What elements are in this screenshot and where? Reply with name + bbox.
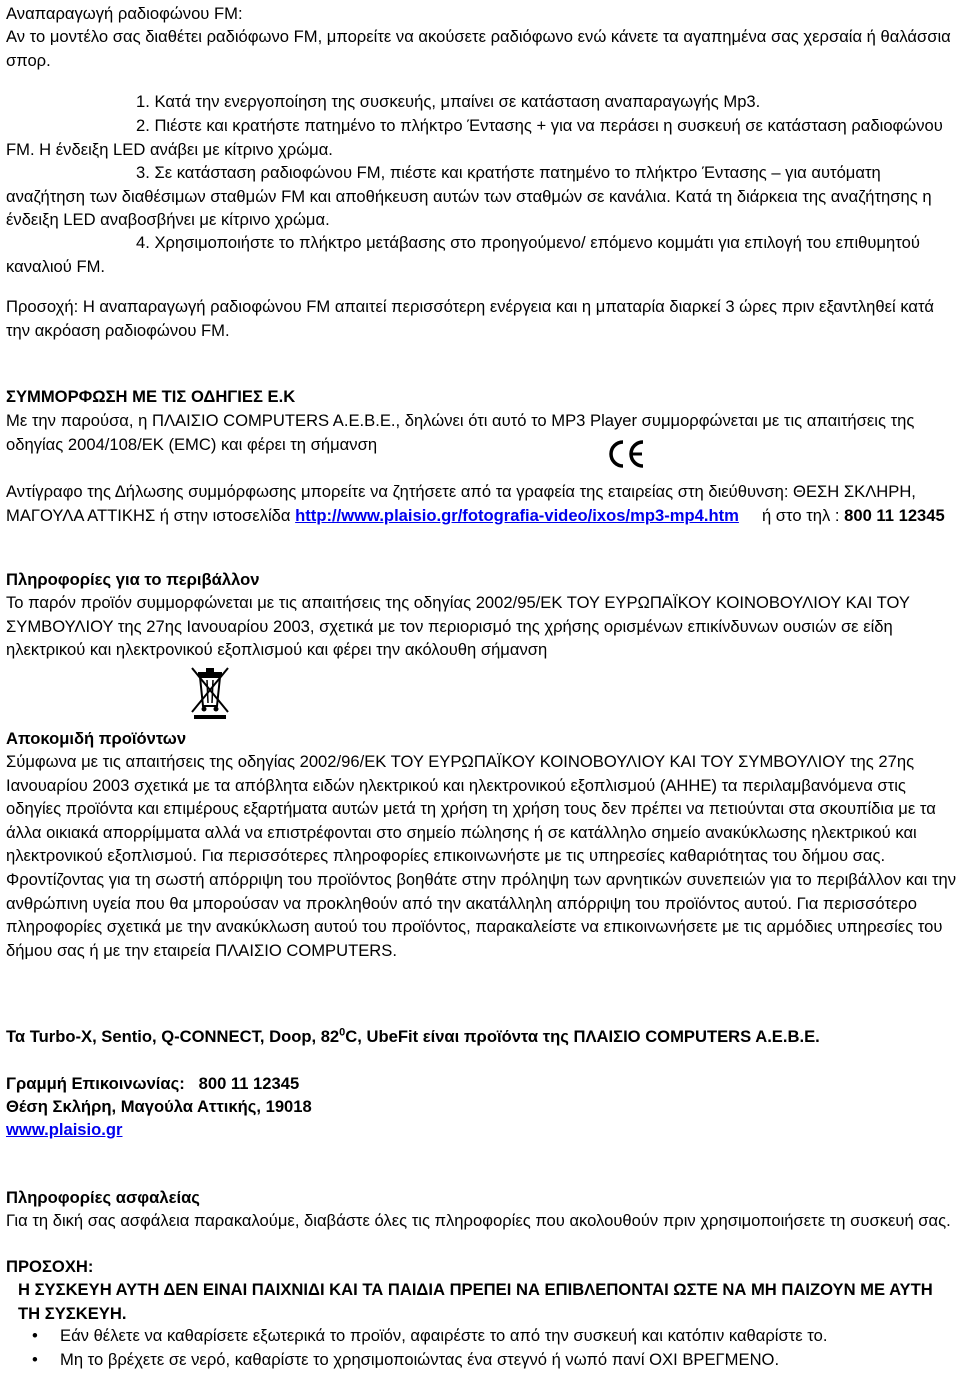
compliance-copy	[6, 480, 956, 527]
disposal-heading: Αποκομιδή προϊόντων	[6, 729, 187, 748]
fm-step-3: 3. Σε κατάσταση ραδιοφώνου FM, πιέστε και κρατήστε πατημένο το πλήκτρο Έντασης – για αυτόματη αναζήτηση των διαθέσιμων σταθμών FM και αποθήκευση αυτών των σταθμών σε κανάλια. Κατά τη διάρκεια της αναζήτησης η ένδειξη LED αναβοσβήνει με κίτρινο χρώμα.	[6, 163, 932, 230]
hotline-label: Γραμμή Επικοινωνίας:	[6, 1074, 185, 1093]
environment-text: Το παρόν προϊόν συμμορφώνεται με τις απαιτήσεις της οδηγίας 2002/95/ΕΚ ΤΟΥ ΕΥΡΩΠΑΪΚΟΥ ΚΟΙΝΟΒΟΥΛΙΟΥ ΚΑΙ ΤΟΥ ΣΥΜΒΟΥΛΙΟΥ της 27ης Ιανουαρίου 2003, σχετικά με τον περιορισμό της χρήσης ορισμένων επικίνδυνων ουσιών σε είδη ηλεκτρικού και ηλεκτρονικού εξοπλισμού και φέρει την ακόλουθη σήμανση	[6, 593, 910, 660]
website-line	[6, 1118, 956, 1142]
safety-attention: ΠΡΟΣΟΧΗ:	[6, 1257, 94, 1276]
degree-superscript: 0	[339, 1026, 346, 1039]
safety-bullet-list	[6, 1324, 956, 1371]
hotline	[6, 1072, 956, 1096]
bullet-icon: •	[32, 1349, 38, 1369]
phone-prefix: ή στο τηλ :	[761, 505, 840, 525]
fm-heading: Αναπαραγωγή ραδιοφώνου FM:	[6, 4, 243, 23]
crossed-out-wheelie-bin-icon	[184, 662, 236, 720]
bullet-text: Μη το βρέχετε σε νερό, καθαρίστε το χρησιμοποιώντας ένα στεγνό ή νωπό πανί ΟΧΙ ΒΡΕΓΜΕΝΟ.	[60, 1349, 780, 1369]
list-item	[6, 1324, 956, 1348]
hotline-number: 800 11 12345	[198, 1074, 300, 1093]
environment-heading: Πληροφορίες για το περιβάλλον	[6, 570, 260, 589]
fm-step-4: 4. Χρησιμοποιήστε το πλήκτρο μετάβασης στο προηγούμενο/ επόμενο κομμάτι για επιλογή του επιθυμητού καναλιού FM.	[6, 233, 920, 276]
safety-warning: Η ΣΥΣΚΕΥΗ ΑΥΤΗ ΔΕΝ ΕΙΝΑΙ ΠΑΙΧΝΙΔΙ ΚΑΙ ΤΑ ΠΑΙΔΙΑ ΠΡΕΠΕΙ ΝΑ ΕΠΙΒΛΕΠΟΝΤΑΙ ΩΣΤΕ ΝΑ ΜΗ ΠΑΙΖΟΥΝ ΜΕ ΑΥΤΗ ΤΗ ΣΥΣΚΕΥΗ.	[18, 1280, 933, 1323]
compliance-text: Με την παρούσα, η ΠΛΑΙΣΙΟ COMPUTERS A.E.B.E., δηλώνει ότι αυτό το MP3 Player συμμορφώνεται με τις απαιτήσεις της οδηγίας 2004/108/ΕΚ (EMC) και φέρει τη σήμανση	[6, 411, 915, 454]
brands-line	[6, 1025, 956, 1049]
fm-caution: Προσοχή: Η αναπαραγωγή ραδιοφώνου FM απαιτεί περισσότερη ενέργεια και η μπαταρία διαρκεί 3 ώρες πριν εξαντληθεί κατά την ακρόαση ραδιοφώνου FM.	[6, 297, 934, 340]
bullet-icon: •	[32, 1326, 38, 1345]
svg-text:CE: CE	[606, 436, 608, 437]
list-item	[6, 1348, 956, 1372]
fm-step-1: 1. Κατά την ενεργοποίηση της συσκευής, μπαίνει σε κατάσταση αναπαραγωγής Mp3.	[136, 92, 761, 111]
bullet-text: Εάν θέλετε να καθαρίσετε εξωτερικά το προϊόν, αφαιρέστε το από την συσκευή και κατόπιν καθαρίστε το.	[60, 1326, 828, 1345]
brands-line-a: Τα Turbo-X, Sentio, Q-CONNECT, Doop, 82	[6, 1027, 340, 1046]
compliance-phone: 800 11 12345	[844, 505, 945, 525]
safety-heading: Πληροφορίες ασφαλείας	[6, 1188, 200, 1207]
safety-intro: Για τη δική σας ασφάλεια παρακαλούμε, διαβάστε όλες τις πληροφορίες που ακολουθούν πριν χρησιμοποιήσετε τη συσκευή σας.	[6, 1211, 951, 1230]
product-page-link[interactable]: http://www.plaisio.gr/fotografia-video/ixos/mp3-mp4.htm	[295, 505, 739, 525]
company-address: Θέση Σκλήρη, Μαγούλα Αττικής, 19018	[6, 1097, 312, 1116]
brands-line-b: C, UbeFit είναι προϊόντα της ΠΛΑΙΣΙΟ COMPUTERS A.E.B.E.	[345, 1027, 820, 1046]
compliance-heading: ΣΥΜΜΟΡΦΩΣΗ ΜΕ ΤΙΣ ΟΔΗΓΙΕΣ Ε.Κ	[6, 387, 296, 406]
website-link[interactable]: www.plaisio.gr	[6, 1120, 123, 1139]
ce-mark-icon	[606, 436, 646, 472]
fm-intro: Αν το μοντέλο σας διαθέτει ραδιόφωνο FM, μπορείτε να ακούσετε ραδιόφωνο ενώ κάνετε τα αγαπημένα σας χερσαία ή θαλάσσια σπορ.	[6, 27, 951, 70]
compliance-copy-text: Αντίγραφο της Δήλωσης συμμόρφωσης μπορείτε να ζητήσετε από τα γραφεία της εταιρείας στη διεύθυνση: ΘΕΣΗ ΣΚΛΗΡΗ, ΜΑΓΟΥΛΑ ΑΤΤΙΚΗΣ ή στην ιστοσελίδα	[6, 482, 916, 525]
fm-step-2: 2. Πιέστε και κρατήστε πατημένο το πλήκτρο Έντασης + για να περάσει η συσκευή σε κατάσταση ραδιοφώνου FM. Η ένδειξη LED ανάβει με κίτρινο χρώμα.	[6, 116, 943, 159]
disposal-text: Σύμφωνα με τις απαιτήσεις της οδηγίας 2002/96/ΕΚ ΤΟΥ ΕΥΡΩΠΑΪΚΟΥ ΚΟΙΝΟΒΟΥΛΙΟΥ ΚΑΙ ΤΟΥ ΣΥΜΒΟΥΛΙΟΥ της 27ης Ιανουαρίου 2003 σχετικά με τα απόβλητα ειδών ηλεκτρικού και ηλεκτρονικού εξοπλισμού (ΑΗΗΕ) τα περιλαμβανόμενα στις οδηγίες προϊόντα και επιμέρους εξαρτήματα αυτών μετά τη χρήση τη χρήση τους δεν πρέπει να πετιούνται στα σκουπίδια με τα άλλα οικιακά απορρίμματα αλλά να επιστρέφονται στο σημείο πώλησης ή σε κατάλληλο σημείο ανακύκλωσης ηλεκτρικού και ηλεκτρονικού εξοπλισμού. Για περισσότερες πληροφορίες επικοινωνήστε με τις υπηρεσίες καθαριότητας του δήμου σας. Φροντίζοντας για τη σωστή απόρριψη του προϊόντος βοηθάτε στην πρόληψη των αρνητικών συνεπειών για το περιβάλλον και την ανθρώπινη υγεία που θα μπορούσαν να προκληθούν από την ακατάλληλη απόρριψη του προϊόντος αυτού. Για περισσότερο πληροφορίες σχετικά με την ανακύκλωση αυτού του προϊόντος, παρακαλείστε να επικοινωνήσετε με τις αρμόδιες υπηρεσίες του δήμου σας ή με την εταιρεία ΠΛΑΙΣΙΟ COMPUTERS.	[6, 752, 956, 960]
